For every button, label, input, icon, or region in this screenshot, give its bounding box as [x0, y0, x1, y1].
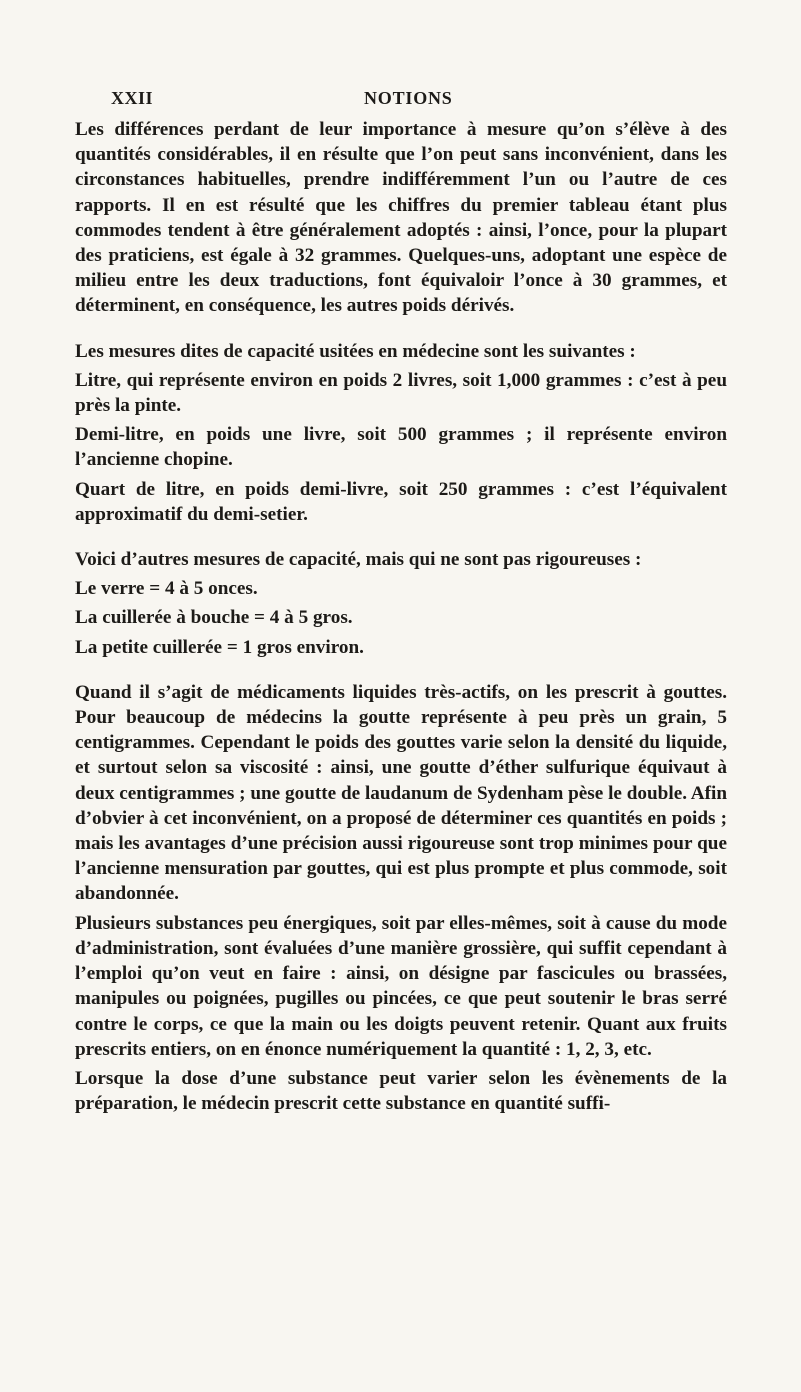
- paragraph-substances: Plusieurs substances peu énergiques, soit par elles-mêmes, soit à cause du mode d’administration, sont évaluées d’une manière grossière, qui suffit cependant à l’emploi qu’on veut en faire : ainsi, on désigne par fascicules ou brassées, manipules ou poignées, pugilles ou pincées, ce que peut soutenir le bras serré contre le corps, ce que la main ou les doigts peuvent retenir. Quant aux fruits prescrits entiers, on en énonce numériquement la quantité : 1, 2, 3, etc.: [75, 912, 727, 1060]
- paragraph-verre: Le verre = 4 à 5 onces.: [75, 578, 258, 600]
- paragraph-demi-litre: Demi-litre, en poids une livre, soit 500 grammes ; il représente environ l’ancienne chopine.: [75, 424, 727, 471]
- body-text: [75, 117, 727, 1116]
- paragraph-gouttes: Quand il s’agit de médicaments liquides très-actifs, on les prescrit à gouttes. Pour beaucoup de médecins la goutte représente à peu près un grain, 5 centigrammes. Cependant le poids des gouttes varie selon la densité du liquide, et surtout selon sa viscosité : ainsi, une goutte d’éther sulfurique équivaut à deux centigrammes ; une goutte de laudanum de Sydenham pèse le double. Afin d’obvier à cet inconvénient, on a proposé de déterminer ces quantités en poids ; mais les avantages d’une précision aussi rigoureuse sont trop minimes pour que l’ancienne mensuration par gouttes, qui est plus prompte et plus commode, soit abandonnée.: [75, 681, 727, 905]
- paragraph-quart-de-litre: Quart de litre, en poids demi-livre, soit 250 grammes : c’est l’équivalent approximatif du demi-setier.: [75, 478, 727, 525]
- running-header: [111, 88, 721, 110]
- paragraph-capacity-heading: Les mesures dites de capacité usitées en médecine sont les suivantes :: [75, 340, 636, 362]
- paragraph-petite-cuilleree: La petite cuillerée = 1 gros environ.: [75, 636, 364, 658]
- paragraph-other-measures: Voici d’autres mesures de capacité, mais qui ne sont pas rigoureuses :: [75, 549, 642, 571]
- paragraph-units-intro: Les différences perdant de leur importance à mesure qu’on s’élève à des quantités considérables, il en résulte que l’on peut sans inconvénient, dans les circonstances habituelles, prendre indifféremment l’un ou l’autre de ces rapports. Il en est résulté que les chiffres du premier tableau étant plus commodes tendent à être généralement adoptés : ainsi, l’once, pour la plupart des praticiens, est égale à 32 grammes. Quelques-uns, adoptant une espèce de milieu entre les deux traductions, font équivaloir l’once à 30 grammes, et déterminent, en conséquence, les autres poids dérivés.: [75, 119, 727, 317]
- paragraph-dose: Lorsque la dose d’une substance peut varier selon les évènements de la préparation, le médecin prescrit cette substance en quantité suffi-: [75, 1067, 727, 1115]
- page-number: XXII: [111, 88, 154, 108]
- paragraph-litre: Litre, qui représente environ en poids 2 livres, soit 1,000 grammes : c’est à peu près la pinte.: [75, 369, 727, 417]
- paragraph-cuilleree-bouche: La cuillerée à bouche = 4 à 5 gros.: [75, 607, 353, 629]
- running-title: NOTIONS: [364, 88, 453, 108]
